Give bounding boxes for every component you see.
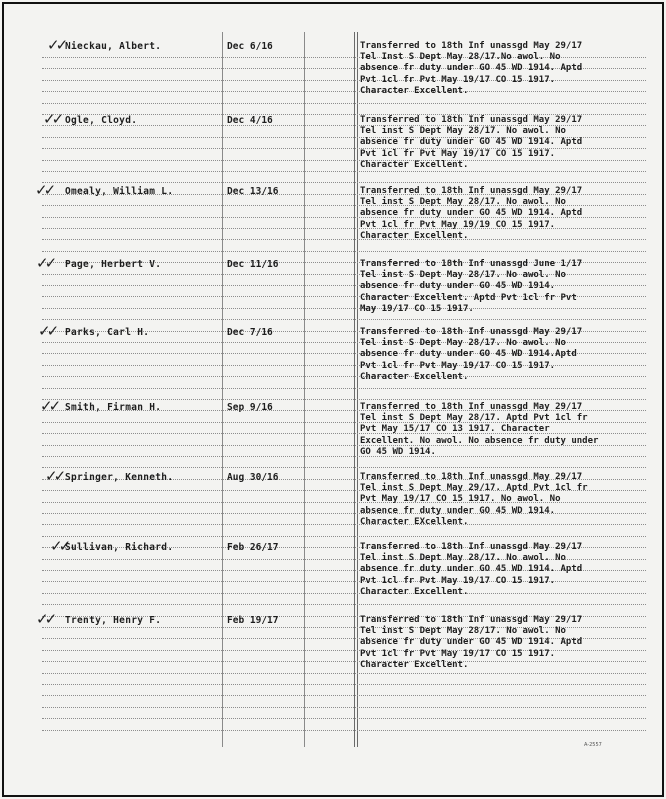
- enlistment-date: Feb 26/17: [227, 542, 279, 553]
- ruled-line: [42, 182, 646, 183]
- check-mark: ✓✓: [36, 610, 54, 628]
- remarks-line: Transferred to 18th Inf unassgd May 29/17: [360, 402, 583, 412]
- remarks: [360, 186, 650, 242]
- remarks-line: Tel inst S Dept May 28/17. No awol. No: [360, 338, 566, 349]
- column-rule-remarks-right: [357, 32, 358, 747]
- remarks-line: Character EXcellent.: [360, 516, 469, 527]
- ruled-line: [42, 399, 646, 400]
- remarks-line: absence fr duty under GO 45 WD 1914.Aptd: [360, 349, 577, 360]
- remarks-line: Pvt 1cl fr Pvt May 19/17 CO 15 1917.: [360, 360, 556, 371]
- remarks-line: absence fr duty under GO 45 WD 1914. Aptd: [360, 564, 583, 575]
- check-mark: ✓✓: [38, 322, 56, 340]
- soldier-name: Trenty, Henry F.: [65, 615, 162, 626]
- check-mark: ✓✓: [36, 254, 54, 272]
- remarks-line: absence fr duty under GO 45 WD 1914. Aptd: [360, 63, 583, 74]
- remarks-line: Transferred to 18th Inf unassgd May 29/17: [360, 327, 583, 337]
- remarks-line: Character Excellent.: [360, 586, 469, 597]
- remarks-line: Tel inst S Dept May 28/17. Aptd Pvt 1cl fr: [360, 413, 588, 424]
- enlistment-date: Dec 4/16: [227, 115, 273, 126]
- remarks-line: Transferred to 18th Inf unassgd June 1/17: [360, 259, 583, 269]
- enlistment-date: Dec 11/16: [227, 259, 279, 270]
- soldier-name: Page, Herbert V.: [65, 259, 162, 270]
- column-rule-name-date: [222, 32, 223, 747]
- enlistment-date: Feb 19/17: [227, 615, 279, 626]
- remarks: [360, 259, 650, 315]
- enlistment-date: Aug 30/16: [227, 472, 279, 483]
- ruled-line: [42, 536, 646, 537]
- column-rule-remarks-left: [354, 32, 355, 747]
- ruled-line: [42, 684, 646, 685]
- ruled-line: [42, 730, 646, 731]
- ruled-line: [42, 171, 646, 172]
- remarks-line: Pvt 1cl fr Pvt May 19/17 CO 15 1917.: [360, 74, 556, 85]
- ruled-line: [42, 718, 646, 719]
- remarks: [360, 472, 650, 528]
- remarks-line: Character Excellent.: [360, 371, 469, 382]
- ruled-line: [42, 319, 646, 320]
- soldier-name: Omealy, William L.: [65, 186, 174, 197]
- remarks-line: Pvt 1cl fr Pvt May 19/17 CO 15 1917.: [360, 148, 556, 159]
- remarks-line: Transferred to 18th Inf unassgd May 29/17: [360, 186, 583, 196]
- remarks-line: Transferred to 18th Inf unassgd May 29/17: [360, 542, 583, 552]
- enlistment-date: Sep 9/16: [227, 402, 273, 413]
- ruled-line: [42, 604, 646, 605]
- remarks-line: Transferred to 18th Inf unassgd May 29/17: [360, 115, 583, 125]
- soldier-name: Parks, Carl H.: [65, 327, 150, 338]
- column-rule-date-blank: [304, 32, 305, 747]
- remarks-line: Pvt 1cl fr Pvt May 19/17 CO 15 1917.: [360, 575, 556, 586]
- enlistment-date: Dec 6/16: [227, 41, 273, 52]
- remarks-line: Character Excellent.: [360, 659, 469, 670]
- remarks-line: Character Excellent.: [360, 230, 469, 241]
- remarks-line: Character Excellent.: [360, 85, 469, 96]
- remarks-line: Tel inst S Dept May 29/17. Aptd Pvt 1cl fr: [360, 483, 588, 494]
- remarks-line: Excellent. No awol. No absence fr duty under: [360, 435, 599, 446]
- remarks: [360, 542, 650, 598]
- enlistment-date: Dec 13/16: [227, 186, 279, 197]
- remarks-line: Pvt May 15/17 CO 13 1917. Character: [360, 424, 550, 435]
- remarks: [360, 115, 650, 171]
- ruled-line: [42, 673, 646, 674]
- remarks-line: Pvt 1cl fr Pvt May 19/17 CO 15 1917.: [360, 648, 556, 659]
- remarks-line: Transferred to 18th Inf unassgd May 29/17: [360, 41, 583, 51]
- ruled-line: [42, 467, 646, 468]
- soldier-name: Springer, Kenneth.: [65, 472, 174, 483]
- ruled-line: [42, 388, 646, 389]
- check-mark: ✓✓: [35, 181, 53, 199]
- soldier-name: Smith, Firman H.: [65, 402, 162, 413]
- remarks-line: Transferred to 18th Inf unassgd May 29/17: [360, 472, 583, 482]
- remarks-line: GO 45 WD 1914.: [360, 446, 436, 457]
- ruled-line: [42, 695, 646, 696]
- ruled-line: [42, 251, 646, 252]
- remarks-line: absence fr duty under GO 45 WD 1914.: [360, 505, 556, 516]
- remarks-line: Tel inst S Dept May 28/17. No awol. No: [360, 553, 566, 564]
- enlistment-date: Dec 7/16: [227, 327, 273, 338]
- check-mark: ✓✓: [47, 36, 65, 54]
- remarks: [360, 41, 650, 97]
- remarks: [360, 615, 650, 671]
- remarks-line: Character Excellent. Aptd Pvt 1cl fr Pvt: [360, 292, 577, 303]
- ruled-line: [42, 103, 646, 104]
- remarks-line: absence fr duty under GO 45 WD 1914. Aptd: [360, 637, 583, 648]
- remarks-line: Tel inst S Dept May 28/17. No awol. No: [360, 126, 566, 137]
- soldier-name: Sullivan, Richard.: [65, 542, 174, 553]
- soldier-name: Nieckau, Albert.: [65, 41, 162, 52]
- remarks-line: Character Excellent.: [360, 159, 469, 170]
- remarks-line: May 19/17 CO 15 1917.: [360, 303, 474, 314]
- ruled-line: [42, 707, 646, 708]
- remarks-line: absence fr duty under GO 45 WD 1914. Aptd: [360, 137, 583, 148]
- remarks-line: absence fr duty under GO 45 WD 1914. Aptd: [360, 208, 583, 219]
- remarks-line: Transferred to 18th Inf unassgd May 29/17: [360, 615, 583, 625]
- remarks-line: Pvt 1cl fr Pvt May 19/19 CO 15 1917.: [360, 219, 556, 230]
- check-mark: ✓✓: [43, 110, 61, 128]
- remarks-line: absence fr duty under GO 45 WD 1914.: [360, 281, 556, 292]
- check-mark: ✓✓: [50, 537, 68, 555]
- form-number: A-2557: [584, 742, 602, 748]
- remarks-line: Tel inst S Dept May 28/17. No awol. No: [360, 270, 566, 281]
- remarks-line: Pvt May 19/17 CO 15 1917. No awol. No: [360, 494, 561, 505]
- remarks: [360, 327, 650, 383]
- check-mark: ✓✓: [40, 397, 58, 415]
- soldier-name: Ogle, Cloyd.: [65, 115, 138, 126]
- remarks-line: Tel inst S Dept May 28/17. No awol. No: [360, 197, 566, 208]
- remarks-line: Tel inst S Dept May 28/17. No awol. No: [360, 626, 566, 637]
- remarks: [360, 402, 650, 458]
- check-mark: ✓✓: [45, 467, 63, 485]
- remarks-line: Tel Inst S Dept May 28/17.No awol. No: [360, 52, 561, 63]
